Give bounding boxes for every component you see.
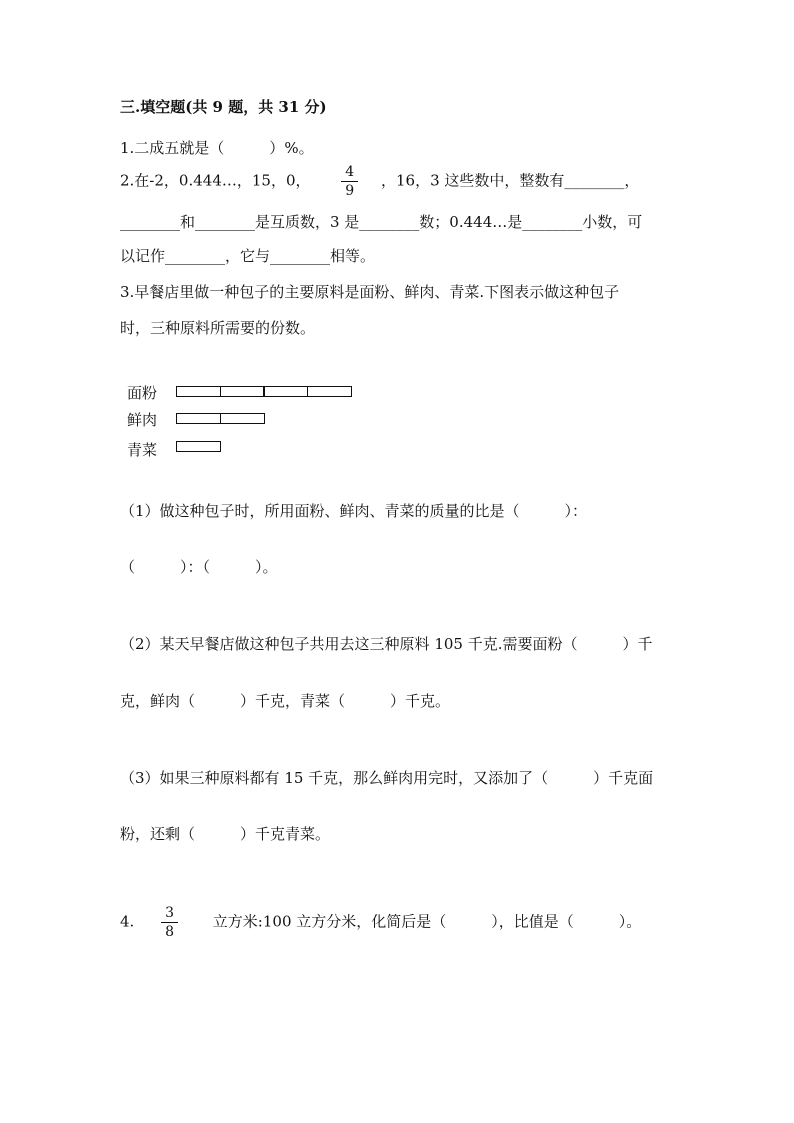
fraction-numerator: 3 bbox=[165, 905, 175, 921]
question-4 bbox=[120, 905, 641, 940]
bar-meat bbox=[176, 413, 263, 424]
bar-segment bbox=[176, 441, 221, 452]
fraction-denominator: 8 bbox=[165, 924, 175, 940]
question-4-text: 立方米:100 立方分米，化简后是（ ），比值是（ ）。 bbox=[212, 912, 642, 931]
question-2-part-1: 2.在-2，0.444…，15，0， bbox=[120, 171, 311, 190]
question-3-line-1: 3.早餐店里做一种包子的主要原料是面粉、鲜肉、青菜.下图表示做这种包子 bbox=[120, 283, 620, 301]
sub-question-3-line-1: （3）如果三种原料都有 15 千克，那么鲜肉用完时，又添加了（ ）千克面 bbox=[120, 769, 654, 787]
section-title: 三.填空题(共 9 题，共 31 分) bbox=[120, 98, 327, 116]
question-2-line-3: 以记作________，它与________相等。 bbox=[120, 247, 376, 265]
question-1: 1.二成五就是（ ）%。 bbox=[120, 139, 314, 157]
question-2-line-2: ________和________是互质数，3 是________数；0.444…是________小数，可 bbox=[120, 213, 643, 231]
bar-segment bbox=[307, 386, 352, 397]
fraction-bar bbox=[341, 181, 358, 182]
fraction-3-8 bbox=[161, 905, 178, 940]
fraction-numerator: 4 bbox=[345, 164, 355, 180]
bar-flour bbox=[176, 386, 350, 397]
fraction-4-9 bbox=[341, 164, 358, 199]
sub-question-2-line-2: 克，鲜肉（ ）千克，青菜（ ）千克。 bbox=[120, 692, 451, 710]
bar-segment bbox=[263, 386, 308, 397]
question-4-number: 4. bbox=[120, 912, 135, 931]
label-meat: 鲜肉 bbox=[127, 411, 158, 429]
sub-question-3-line-2: 粉，还剩（ ）千克青菜。 bbox=[120, 825, 331, 843]
bar-segment bbox=[220, 386, 265, 397]
fraction-denominator: 9 bbox=[345, 183, 355, 199]
sub-question-1-line-1: （1）做这种包子时，所用面粉、鲜肉、青菜的质量的比是（ ）： bbox=[120, 502, 588, 520]
sub-question-1-line-2: （ ）：（ ）。 bbox=[120, 558, 278, 576]
bar-vegetable bbox=[176, 441, 220, 452]
question-2-line-1 bbox=[120, 164, 639, 199]
bar-segment bbox=[220, 413, 265, 424]
sub-question-2-line-1: （2）某天早餐店做这种包子共用去这三种原料 105 千克.需要面粉（ ）千 bbox=[120, 635, 653, 653]
label-vegetable: 青菜 bbox=[127, 441, 158, 459]
fraction-bar bbox=[161, 922, 178, 923]
question-3-line-2: 时，三种原料所需要的份数。 bbox=[120, 319, 316, 337]
bar-segment bbox=[176, 413, 221, 424]
bar-segment bbox=[176, 386, 221, 397]
question-2-part-2: ，16，3 这些数中，整数有________， bbox=[380, 171, 640, 190]
label-flour: 面粉 bbox=[127, 384, 158, 402]
